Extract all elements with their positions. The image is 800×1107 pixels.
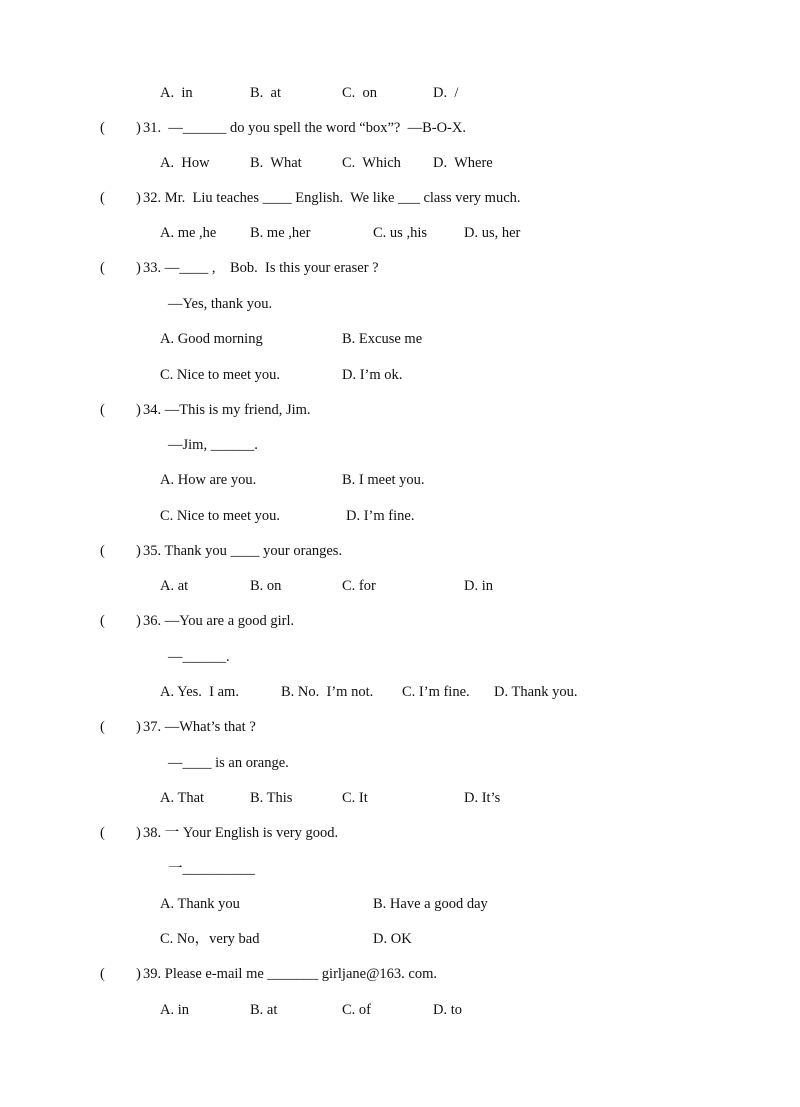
answer-paren-open: ( (100, 190, 105, 206)
option-choice: D. Thank you. (494, 684, 578, 700)
option-choice: B. What (250, 155, 302, 171)
answer-paren-open: ( (100, 719, 105, 735)
option-choice: A. in (160, 1002, 189, 1018)
answer-paren-close: ) (136, 402, 141, 418)
option-choice: D. I’m ok. (342, 367, 403, 383)
option-choice: D. / (433, 85, 459, 101)
question-text: 36. —You are a good girl. (143, 613, 295, 629)
option-choice: A. How (160, 155, 210, 171)
question-text: 33. —____ , Bob. Is this your eraser ? (143, 260, 379, 276)
option-choice: D. us, her (464, 225, 521, 241)
answer-paren-close: ) (136, 966, 141, 982)
option-choice: C. on (342, 85, 378, 101)
option-choice: A. in (160, 85, 193, 101)
question-text: 34. —This is my friend, Jim. (143, 402, 311, 418)
question-text: 37. —What’s that ? (143, 719, 256, 735)
option-choice: D. I’m fine. (346, 508, 415, 524)
option-choice: C. It (342, 790, 368, 806)
question-text: 39. Please e-mail me _______ girljane@163. com. (143, 966, 438, 982)
option-choice: B. at (250, 1002, 278, 1018)
option-choice: B. me ,her (250, 225, 311, 241)
option-choice: D. It’s (464, 790, 501, 806)
option-choice: C. Nice to meet you. (160, 367, 281, 383)
answer-paren-open: ( (100, 120, 105, 136)
option-choice: D. OK (373, 931, 412, 947)
option-choice: A. me ,he (160, 225, 217, 241)
option-choice: B. This (250, 790, 293, 806)
option-choice: C. Nice to meet you. (160, 508, 281, 524)
option-choice: A. Thank you (160, 896, 240, 912)
answer-paren-close: ) (136, 120, 141, 136)
question-text: 32. Mr. Liu teaches ____ English. We like ___ class very much. (143, 190, 521, 206)
answer-paren-open: ( (100, 543, 105, 559)
option-choice: B. I meet you. (342, 472, 425, 488)
option-choice: A. How are you. (160, 472, 257, 488)
answer-paren-close: ) (136, 613, 141, 629)
option-choice: B. Have a good day (373, 896, 488, 912)
answer-paren-open: ( (100, 966, 105, 982)
option-choice: C. No，very bad (160, 931, 260, 947)
option-choice: B. No. I’m not. (281, 684, 374, 700)
option-choice: D. in (464, 578, 493, 594)
option-choice: A. Good morning (160, 331, 263, 347)
dialogue-line: 一__________ (168, 861, 255, 877)
option-choice: A. That (160, 790, 205, 806)
option-choice: C. of (342, 1002, 371, 1018)
dialogue-line: —Jim, ______. (168, 437, 258, 453)
answer-paren-close: ) (136, 190, 141, 206)
answer-paren-open: ( (100, 260, 105, 276)
option-choice: D. to (433, 1002, 462, 1018)
option-choice: B. Excuse me (342, 331, 423, 347)
option-choice: C. I’m fine. (402, 684, 470, 700)
option-choice: A. at (160, 578, 189, 594)
dialogue-line: —Yes, thank you. (168, 296, 273, 312)
answer-paren-open: ( (100, 402, 105, 418)
option-choice: C. for (342, 578, 376, 594)
answer-paren-close: ) (136, 719, 141, 735)
option-choice: B. at (250, 85, 282, 101)
answer-paren-open: ( (100, 613, 105, 629)
question-text: 35. Thank you ____ your oranges. (143, 543, 343, 559)
option-choice: A. Yes. I am. (160, 684, 239, 700)
dialogue-line: —____ is an orange. (168, 755, 289, 771)
answer-paren-close: ) (136, 825, 141, 841)
question-text: 38. 一 Your English is very good. (143, 825, 339, 841)
dialogue-line: —______. (168, 649, 230, 665)
answer-paren-close: ) (136, 543, 141, 559)
answer-paren-open: ( (100, 825, 105, 841)
answer-paren-close: ) (136, 260, 141, 276)
option-choice: C. us ,his (373, 225, 427, 241)
option-choice: B. on (250, 578, 282, 594)
option-choice: C. Which (342, 155, 401, 171)
option-choice: D. Where (433, 155, 493, 171)
question-text: 31. —______ do you spell the word “box”? —B-O-X. (143, 120, 466, 136)
